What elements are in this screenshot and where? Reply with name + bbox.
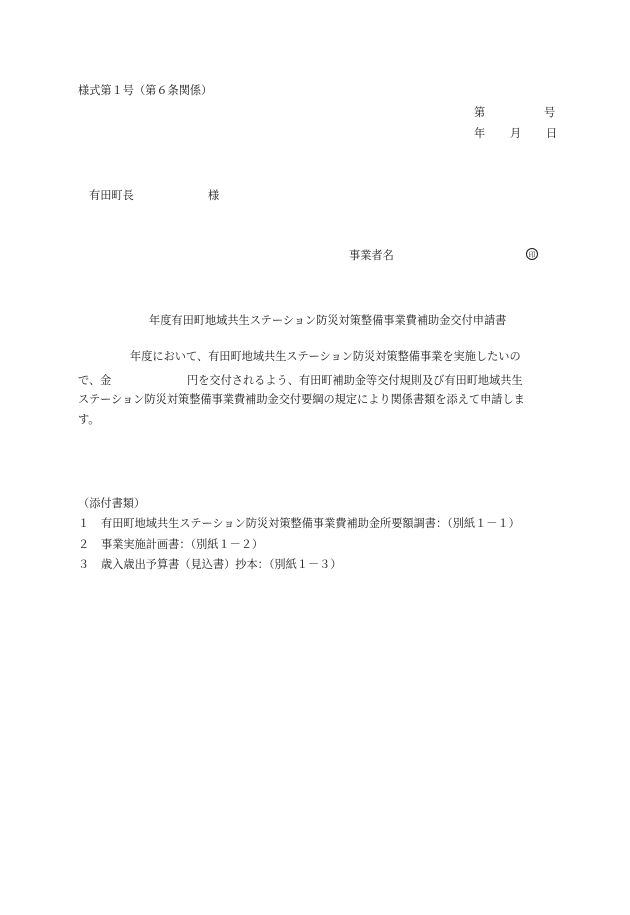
attachment-number: １ bbox=[78, 517, 90, 530]
attachments-heading: （添付書類） bbox=[78, 497, 146, 510]
date-day-label: 日 bbox=[546, 127, 558, 140]
date-year-label: 年 bbox=[474, 127, 486, 140]
body-text-line: で、金 bbox=[78, 374, 112, 387]
attachment-number: ３ bbox=[78, 558, 90, 571]
body-text-line: 円を交付されるよう、有田町補助金等交付規則及び有田町地域共生 bbox=[187, 374, 523, 387]
document-number-suffix: 号 bbox=[544, 106, 556, 119]
document-number-label: 第 bbox=[474, 106, 486, 119]
applicant-name-label: 事業者名 bbox=[349, 249, 394, 262]
document-title: 年度有田町地域共生ステーション防災対策整備事業費補助金交付申請書 bbox=[149, 314, 507, 327]
attachment-item: 事業実施計画書：（別紙１－２） bbox=[101, 538, 264, 551]
addressee-name: 有田町長 bbox=[89, 189, 134, 202]
attachment-item: 有田町地域共生ステーション防災対策整備事業費補助金所要額調書：（別紙１－１） bbox=[101, 517, 520, 530]
body-text-line: す。 bbox=[78, 413, 100, 426]
body-text-line: 年度において、有田町地域共生ステーション防災対策整備事業を実施したいの bbox=[130, 350, 521, 363]
attachment-item: 歳入歳出予算書（見込書）抄本：（別紙１－３） bbox=[101, 558, 342, 571]
seal-icon: 印 bbox=[526, 248, 538, 260]
body-text-line: ステーション防災対策整備事業費補助金交付要綱の規定により関係書類を添えて申請しま bbox=[78, 393, 525, 406]
attachment-number: ２ bbox=[78, 538, 90, 551]
addressee-honorific: 様 bbox=[208, 189, 220, 202]
form-number: 様式第１号（第６条関係） bbox=[78, 84, 213, 97]
date-month-label: 月 bbox=[510, 127, 522, 140]
